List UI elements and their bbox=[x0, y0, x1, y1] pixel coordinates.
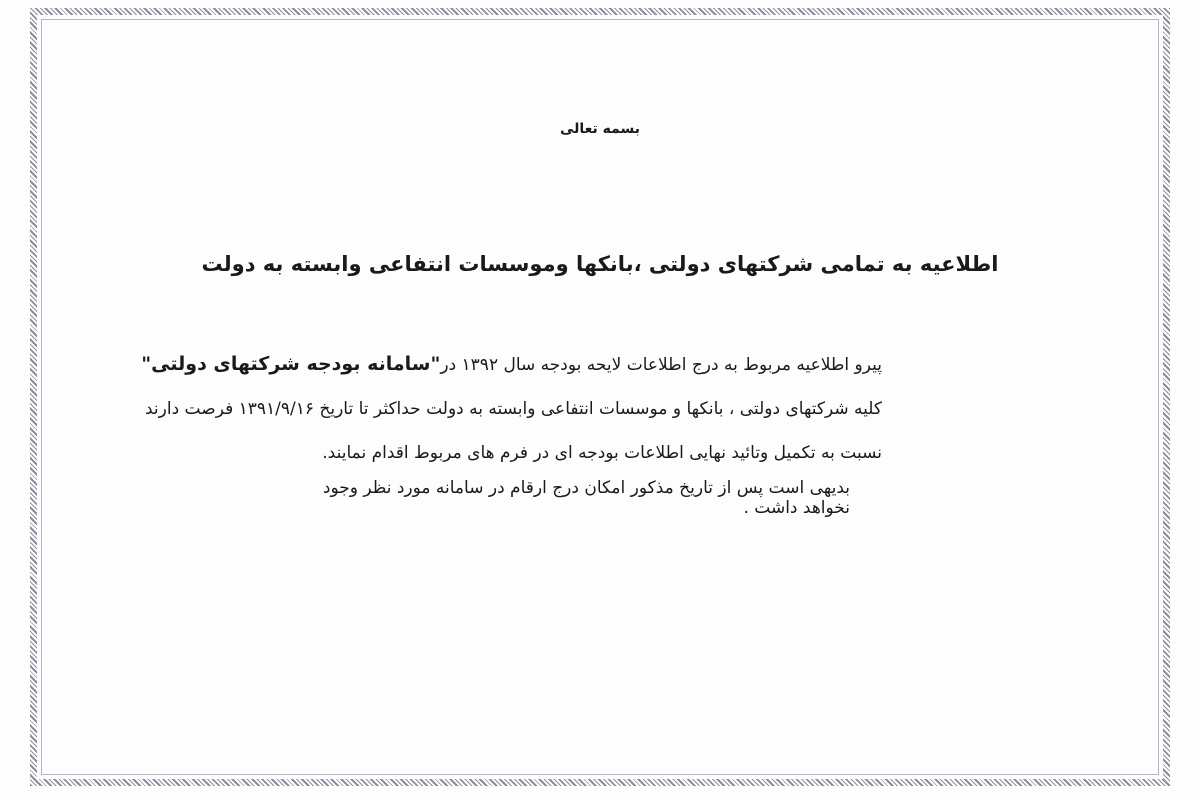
invocation-text: بسمه تعالی bbox=[559, 121, 641, 137]
closing-note: بدیهی است پس از تاریخ مذکور امکان درج ارقام در سامانه مورد نظر وجود نخواهد داشت . bbox=[322, 478, 850, 518]
paragraph-deadline: کلیه شرکتهای دولتی ، بانکها و موسسات انتفاعی وابسته به دولت حداکثر تا تاریخ ۱۳۹۱/۹/۱۶ فرصت دارند نسبت به تکمیل وتائید نهایی اطلاعات بودجه ای در فرم های مربوط اقدام نمایند. bbox=[145, 399, 882, 463]
system-name-emphasis: "سامانه بودجه شرکتهای دولتی" bbox=[141, 353, 441, 375]
announcement-paragraph bbox=[130, 342, 882, 475]
announcement-heading: اطلاعیه به تمامی شرکتهای دولتی ،بانکها وموسسات انتفاعی وابسته به دولت bbox=[201, 252, 999, 276]
paragraph-intro: پیرو اطلاعیه مربوط به درج اطلاعات لایحه بودجه سال ۱۳۹۲ در bbox=[440, 355, 882, 375]
